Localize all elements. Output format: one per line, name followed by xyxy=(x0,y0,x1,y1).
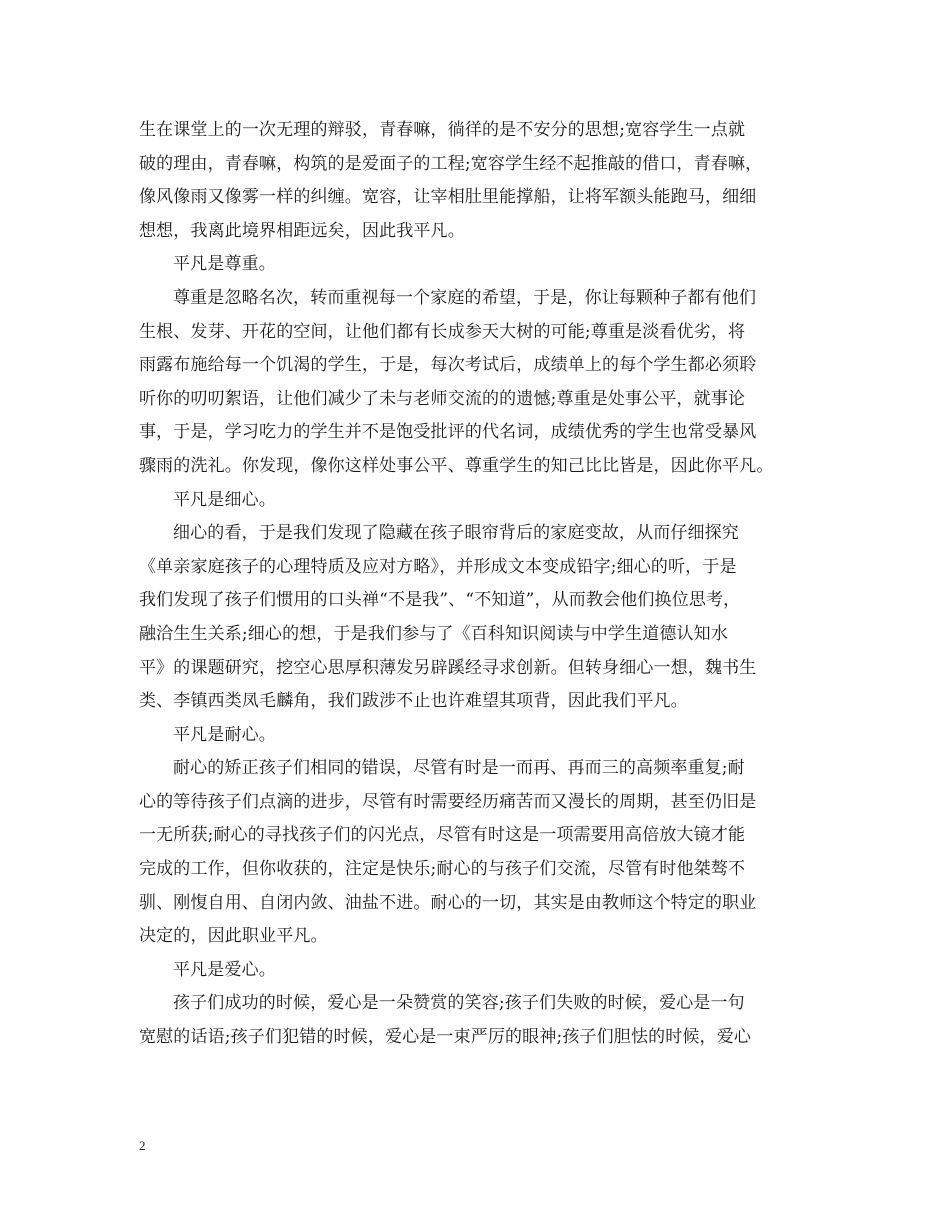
text-line: 雨露布施给每一个饥渴的学生，于是，每次考试后，成绩单上的每个学生都必须聆 xyxy=(139,355,757,376)
text-line: 一无所获;耐心的寻找孩子们的闪光点，尽管有时这是一项需要用高倍放大镜才能 xyxy=(139,825,746,846)
section-heading: 平凡是尊重。 xyxy=(173,254,276,275)
text-line: 想想，我离此境界相距远矣，因此我平凡。 xyxy=(139,220,465,241)
text-line: 决定的，因此职业平凡。 xyxy=(139,926,328,947)
text-line: 事，于是，学习吃力的学生并不是饱受批评的代名词，成绩优秀的学生也常受暴风 xyxy=(139,422,757,443)
text-line: 完成的工作，但你收获的，注定是快乐;耐心的与孩子们交流，尽管有时他桀骜不 xyxy=(139,859,746,880)
text-line: 细心的看，于是我们发现了隐藏在孩子眼帘背后的家庭变故，从而仔细探究 xyxy=(173,523,739,544)
text-line: 尊重是忽略名次，转而重视每一个家庭的希望，于是，你让每颗种子都有他们 xyxy=(173,287,757,308)
document-body xyxy=(139,114,819,1055)
text-line: 生根、发芽、开花的空间，让他们都有长成参天大树的可能;尊重是淡看优劣，将 xyxy=(139,321,746,342)
text-line: 类、李镇西类凤毛麟角，我们跋涉不止也许难望其项背，因此我们平凡。 xyxy=(139,691,688,712)
text-line: 我们发现了孩子们惯用的口头禅“不是我”、“不知道”，从而教会他们换位思考， xyxy=(139,590,741,611)
section-heading: 平凡是耐心。 xyxy=(173,724,276,745)
text-line: 孩子们成功的时候，爱心是一朵赞赏的笑容;孩子们失败的时候，爱心是一句 xyxy=(173,993,745,1014)
text-line: 心的等待孩子们点滴的进步，尽管有时需要经历痛苦而又漫长的周期，甚至仍旧是 xyxy=(139,791,757,812)
text-line: 宽慰的话语;孩子们犯错的时候，爱心是一束严厉的眼神;孩子们胆怯的时候，爱心 xyxy=(139,1027,752,1048)
text-line: 耐心的矫正孩子们相同的错误，尽管有时是一而再、再而三的高频率重复;耐 xyxy=(173,758,745,779)
text-line: 《单亲家庭孩子的心理特质及应对方略》，并形成文本变成铅字;细心的听，于是 xyxy=(139,556,737,577)
text-line: 生在课堂上的一次无理的辩驳，青春嘛，徜徉的是不安分的思想;宽容学生一点就 xyxy=(139,120,746,140)
text-line: 驯、刚愎自用、自闭内敛、油盐不进。耐心的一切，其实是由教师这个特定的职业 xyxy=(139,892,757,913)
text-line: 听你的叨叨絮语，让他们减少了未与老师交流的的遗憾;尊重是处事公平，就事论 xyxy=(139,388,746,409)
section-heading: 平凡是细心。 xyxy=(173,489,276,510)
text-line: 平》的课题研究，挖空心思厚积薄发另辟蹊经寻求创新。但转身细心一想，魏书生 xyxy=(139,657,757,678)
section-heading: 平凡是爱心。 xyxy=(173,959,276,980)
text-line: 像风像雨又像雾一样的纠缠。宽容，让宰相肚里能撑船，让将军额头能跑马，细细 xyxy=(139,187,757,208)
text-line: 破的理由，青春嘛，构筑的是爱面子的工程;宽容学生经不起推敲的借口，青春嘛， xyxy=(139,153,763,174)
page-number: 2 xyxy=(139,1138,146,1153)
text-line: 融洽生生关系;细心的想，于是我们参与了《百科知识阅读与中学生道德认知水 xyxy=(139,623,728,644)
text-line: 骤雨的洗礼。你发现，像你这样处事公平、尊重学生的知己比比皆是，因此你平凡。 xyxy=(139,455,774,476)
